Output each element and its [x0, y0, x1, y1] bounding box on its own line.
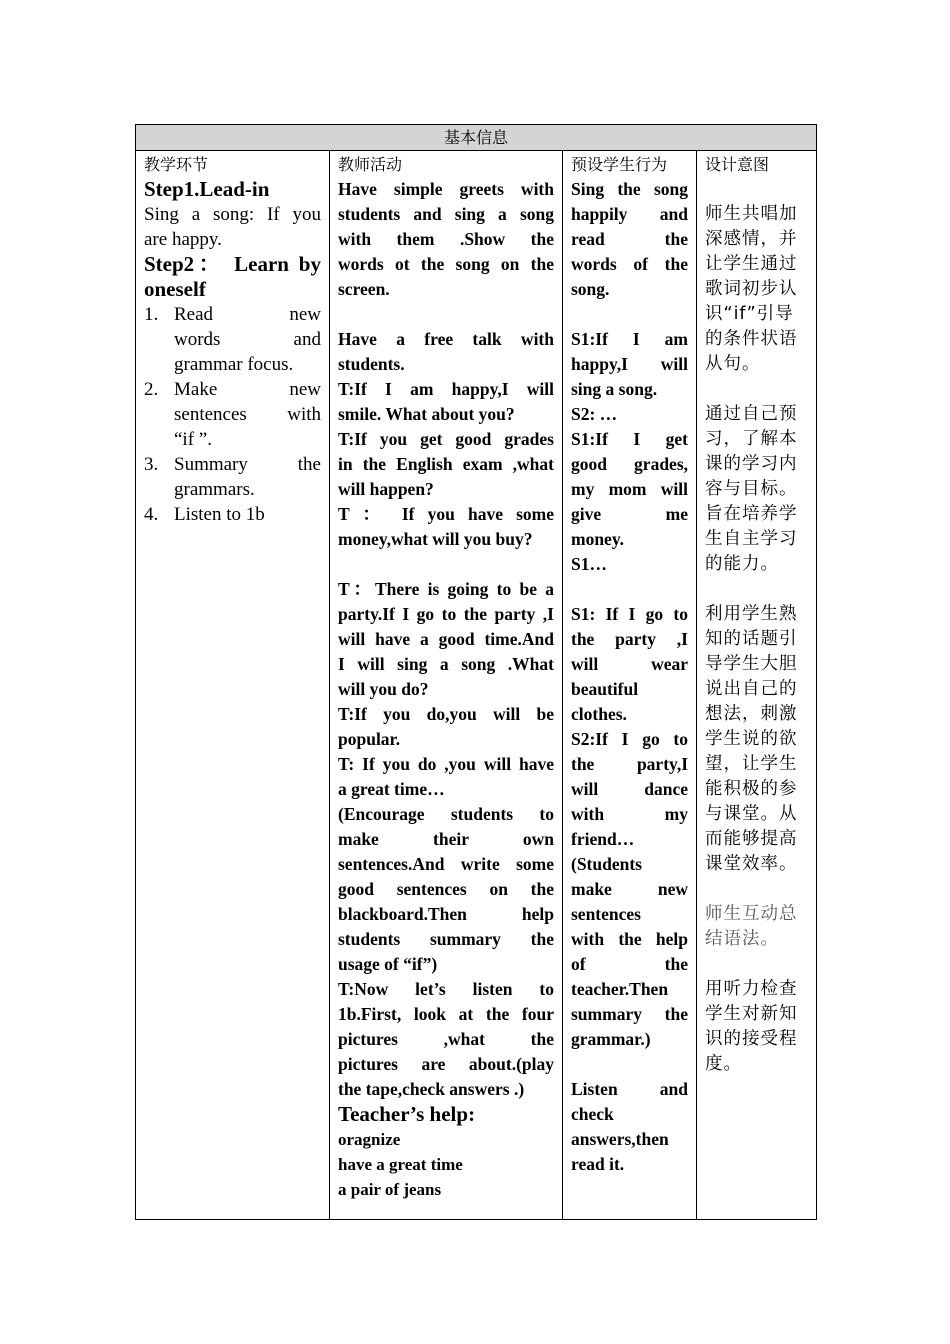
text-line: S2:If I go to — [571, 729, 688, 749]
list-text: grammar focus. — [174, 354, 294, 375]
step2-title-cont: oneself — [144, 277, 206, 301]
text-line — [571, 1052, 688, 1077]
text-line: grammar.) — [571, 1029, 651, 1049]
col-heading-stage: 教学环节 — [144, 155, 209, 174]
text-line: blackboard.Then help — [338, 904, 554, 924]
text-line: 1b.First, look at the four — [338, 1004, 554, 1024]
text-line: 能积极的参 — [705, 779, 798, 799]
list-text: grammars. — [174, 479, 255, 500]
text-line: the tape,check answers .) — [338, 1079, 525, 1099]
text-line: students and sing a song — [338, 204, 554, 224]
list-number: 1. — [144, 304, 159, 325]
text-line: read the — [571, 229, 688, 249]
text-line: money,what will you buy? — [338, 529, 533, 549]
step2-list — [144, 302, 321, 527]
text-line: S1… — [571, 554, 607, 574]
text-line: will dance — [571, 779, 688, 799]
list-item — [144, 377, 321, 452]
list-text: Listen to 1b — [174, 504, 265, 525]
text-line: 学生说的欲 — [705, 729, 798, 749]
text-line: words of the — [571, 254, 688, 274]
list-item — [144, 502, 321, 527]
text-line: 课堂效率。 — [705, 854, 798, 874]
text-line: 结语法。 — [705, 929, 779, 949]
text-line: 从句。 — [705, 354, 761, 374]
text-line — [705, 952, 808, 977]
text-line: happily and — [571, 204, 688, 224]
text-line: S1:If I am — [571, 329, 688, 349]
text-line — [338, 552, 554, 577]
text-line: will you do? — [338, 679, 429, 699]
text-line: students summary the — [338, 929, 554, 949]
text-line: students. — [338, 354, 405, 374]
text-line: with them .Show the — [338, 229, 554, 249]
text-line: friend… — [571, 829, 635, 849]
teacher-help-list — [338, 1127, 554, 1202]
help-item: oragnize — [338, 1130, 401, 1149]
text-line: 说出自己的 — [705, 679, 798, 699]
text-line: beautiful — [571, 679, 639, 699]
text-line: will happen? — [338, 479, 434, 499]
text-line: 通过自己预 — [705, 404, 798, 424]
text-line: make their own — [338, 829, 554, 849]
text-line: read it. — [571, 1154, 625, 1174]
text-line — [338, 302, 554, 327]
text-line: of the — [571, 954, 688, 974]
text-line: screen. — [338, 279, 390, 299]
text-line: 知的话题引 — [705, 629, 798, 649]
text-line: T:If I am happy,I will — [338, 379, 554, 399]
text-line: S1: If I go to — [571, 604, 688, 624]
text-line: 师生互动总 — [705, 904, 798, 924]
design-intent-text — [705, 177, 808, 1077]
list-text: Make new — [174, 379, 321, 400]
text-line — [705, 177, 808, 202]
text-line: Listen and — [571, 1079, 688, 1099]
text-line: 习，了解本 — [705, 429, 798, 449]
text-line: pictures are about.(play — [338, 1054, 554, 1074]
text-line: 用听力检查 — [705, 979, 798, 999]
teacher-help-title: Teacher’s help: — [338, 1102, 476, 1126]
text-line: 旨在培养学 — [705, 504, 798, 524]
text-line: words ot the song on the — [338, 254, 554, 274]
text-line: 识“if”引导 — [705, 304, 794, 324]
text-line: 识的接受程 — [705, 1029, 798, 1049]
col-teaching-stage — [136, 151, 330, 1220]
text-line: with my — [571, 804, 688, 824]
text-line: with the help — [571, 929, 688, 949]
text-line: smile. What about you? — [338, 404, 515, 424]
student-behavior-text — [571, 177, 688, 1177]
table-header: 基本信息 — [136, 125, 817, 151]
text-line: 度。 — [705, 1054, 742, 1074]
text-line: 导学生大胆 — [705, 654, 798, 674]
text-line: make new — [571, 879, 688, 899]
text-line: Have a free talk with — [338, 329, 554, 349]
list-item — [144, 302, 321, 377]
text-line: I will sing a song .What — [338, 654, 554, 674]
text-line: 而能够提高 — [705, 829, 798, 849]
text-line: 与课堂。从 — [705, 804, 798, 824]
text-line: T:Now let’s listen to — [338, 979, 554, 999]
list-number: 3. — [144, 454, 159, 475]
text-line: the party ,I — [571, 629, 688, 649]
text-line: teacher.Then — [571, 979, 669, 999]
list-number: 2. — [144, 379, 159, 400]
text-line: 的能力。 — [705, 554, 779, 574]
text-line: T: If you do ,you will have — [338, 754, 554, 774]
col-student-behavior — [563, 151, 697, 1220]
text-line: sentences — [571, 904, 641, 924]
text-line: 的条件状语 — [705, 329, 798, 349]
text-line: (Encourage students to — [338, 804, 554, 824]
text-line: 歌词初步认 — [705, 279, 798, 299]
text-line: good grades, — [571, 454, 688, 474]
text-line: S1:If I get — [571, 429, 688, 449]
text-line: 望，让学生 — [705, 754, 798, 774]
lesson-plan-table — [135, 124, 817, 1220]
text-line: happy,I will — [571, 354, 688, 374]
list-text: Summary the — [174, 454, 321, 475]
text-line: S2: … — [571, 404, 618, 424]
col-heading-intent: 设计意图 — [705, 155, 770, 174]
text-line — [571, 302, 688, 327]
text-line: T:If you get good grades — [338, 429, 554, 449]
col-design-intent — [697, 151, 817, 1220]
text-line: my mom will — [571, 479, 688, 499]
text-line: 利用学生熟 — [705, 604, 798, 624]
step1-line: Sing a song: If you — [144, 204, 321, 225]
text-line: give me — [571, 504, 688, 524]
text-line: will wear — [571, 654, 688, 674]
text-line: sing a song. — [571, 379, 658, 399]
col-heading-student: 预设学生行为 — [571, 155, 668, 174]
text-line: money. — [571, 529, 624, 549]
list-text: sentences with — [174, 404, 321, 425]
help-item: have a great time — [338, 1155, 463, 1174]
text-line: will have a good time.And — [338, 629, 554, 649]
text-line: T：There is going to be a — [338, 579, 554, 599]
text-line: answers,then — [571, 1129, 669, 1149]
text-line: the party,I — [571, 754, 688, 774]
teacher-activity-text — [338, 177, 554, 1102]
list-text: words and — [174, 329, 321, 350]
text-line: popular. — [338, 729, 401, 749]
text-line: party.If I go to the party ,I — [338, 604, 554, 624]
text-line: T ： If you have some — [338, 504, 554, 524]
step1-line: are happy. — [144, 229, 222, 250]
text-line: T:If you do,you will be — [338, 704, 554, 724]
text-line: 课的学习内 — [705, 454, 798, 474]
step2-title: Step2： Learn by — [144, 252, 321, 276]
step1-title: Step1.Lead-in — [144, 177, 270, 201]
text-line: 想法，刺激 — [705, 704, 798, 724]
text-line: Sing the song — [571, 179, 688, 199]
text-line: in the English exam ,what — [338, 454, 554, 474]
text-line — [571, 577, 688, 602]
text-line: check — [571, 1104, 614, 1124]
text-line: song. — [571, 279, 610, 299]
text-line — [705, 577, 808, 602]
text-line: 让学生通过 — [705, 254, 798, 274]
text-line: 容与目标。 — [705, 479, 798, 499]
list-item — [144, 452, 321, 502]
col-heading-teacher: 教师活动 — [338, 155, 403, 174]
text-line: sentences.And write some — [338, 854, 554, 874]
col-teacher-activity — [330, 151, 563, 1220]
text-line: 学生对新知 — [705, 1004, 798, 1024]
text-line: 生自主学习 — [705, 529, 798, 549]
text-line: usage of “if”) — [338, 954, 438, 974]
text-line: good sentences on the — [338, 879, 554, 899]
text-line: pictures ,what the — [338, 1029, 554, 1049]
text-line: 师生共唱加 — [705, 204, 798, 224]
text-line: clothes. — [571, 704, 627, 724]
list-number: 4. — [144, 504, 159, 525]
list-text: “if ”. — [174, 429, 212, 450]
text-line — [705, 377, 808, 402]
text-line: Have simple greets with — [338, 179, 554, 199]
list-text: Read new — [174, 304, 321, 325]
text-line: summary the — [571, 1004, 688, 1024]
help-item: a pair of jeans — [338, 1180, 442, 1199]
text-line — [705, 877, 808, 902]
text-line: a great time… — [338, 779, 445, 799]
text-line: (Students — [571, 854, 642, 874]
text-line: 深感情，并 — [705, 229, 798, 249]
